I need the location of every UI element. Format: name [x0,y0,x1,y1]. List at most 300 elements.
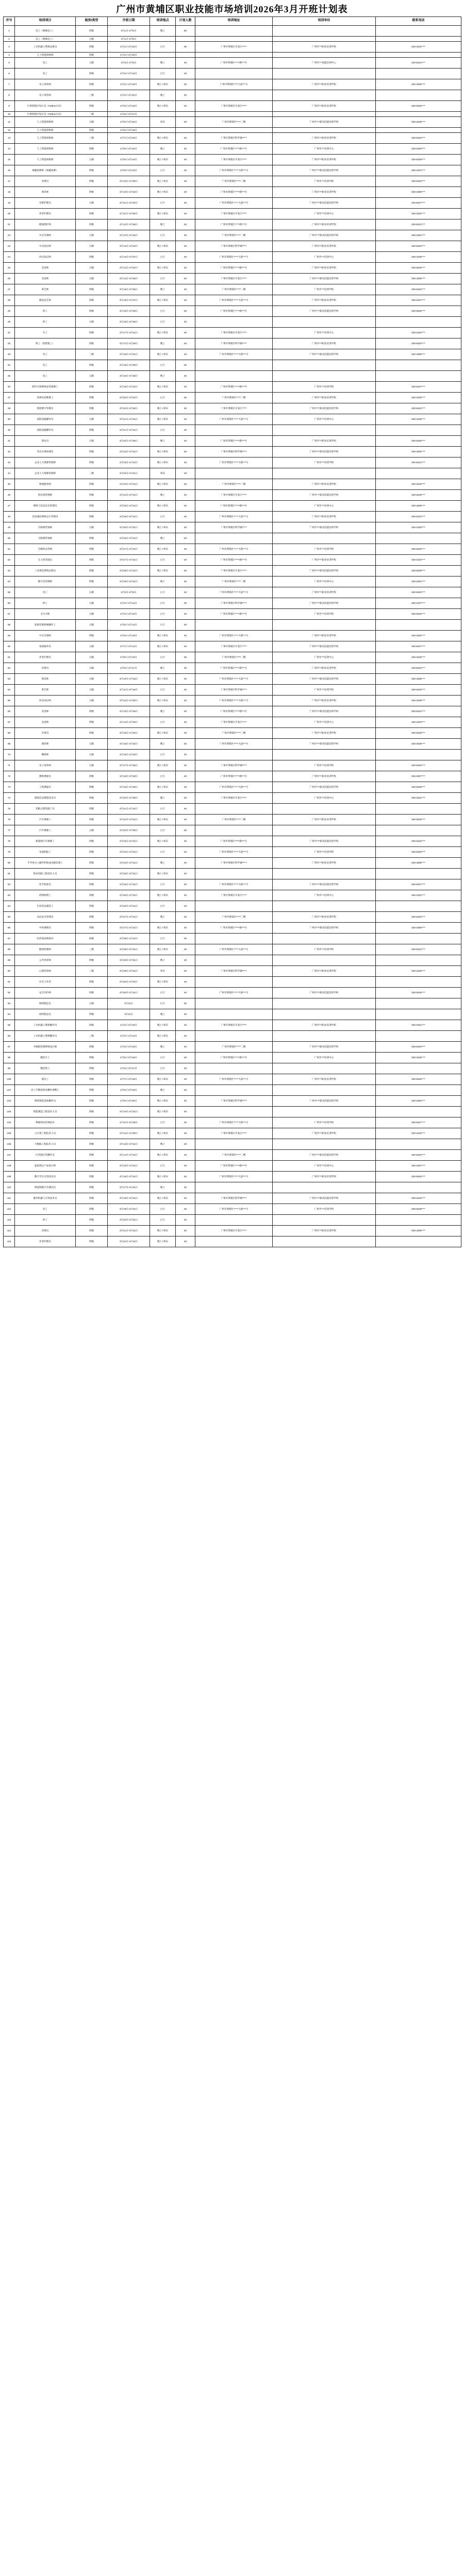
table-cell: 3月6日-3月27日 [108,1063,150,1074]
table-cell: 四级 [76,42,108,53]
table-cell: 3月30日-3月31日 [108,988,150,998]
table-cell: 40 [176,403,195,414]
table-cell: 40 [176,155,195,165]
table-cell: 115 [4,1236,15,1247]
table-cell: 四级 [76,934,108,944]
table-cell: 广州市黄埔区*****大街***号 [195,782,273,793]
table-cell: 四级 [76,1226,108,1236]
table-cell: 3月9日-3月17日 [108,663,150,674]
table-cell: 四级 [76,144,108,155]
table-row [4,53,461,58]
table-cell: 白天 [150,317,176,328]
table-cell: 020-8225**** [376,436,461,447]
table-cell: 区块链应用操作员 [15,1150,76,1161]
table-cell: 020-3220**** [376,522,461,533]
table-cell: 40 [176,934,195,944]
table-cell: 广州市黄埔区科学城***** [195,685,273,696]
table-cell [176,128,195,133]
table-cell: 65 [4,696,15,706]
table-cell: 16 [4,165,15,176]
table-cell: 食品安全管理员 [15,912,76,923]
table-cell [195,1031,273,1042]
table-cell: 64 [4,685,15,696]
table-cell: 晚上+周末 [150,1236,176,1247]
table-row [4,176,461,187]
table-cell: 工业机器人系统操作员 [15,1031,76,1042]
table-cell: 020-8222**** [376,663,461,674]
table-cell [376,1182,461,1193]
table-cell: 020-3224**** [376,209,461,219]
table-cell: 40 [176,274,195,284]
table-cell: 020-3206**** [376,501,461,512]
table-cell: 40 [176,198,195,209]
table-cell: 五级 [76,825,108,836]
table-cell [376,468,461,479]
table-cell: 广州市黄埔区*****大街***号 [195,349,273,360]
table-cell: 服务机器人应用技术员 [15,1193,76,1204]
table-row [4,641,461,652]
table-cell: 40 [176,284,195,295]
table-cell: 四级 [76,1053,108,1063]
table-cell: 人工智能训练师 [15,128,76,133]
table-cell: 广州市黄埔区*****路***号 [195,836,273,847]
table-cell: 供应链管理师 [15,490,76,501]
table-cell: 四级 [76,1020,108,1031]
table-cell: 广州市黄埔区科学城***** [195,1096,273,1107]
table-cell: 广州市黄埔区*****二楼 [195,912,273,923]
table-cell: 晚上+周末 [150,815,176,825]
table-row [4,836,461,847]
table-cell: 四级 [76,988,108,998]
table-cell: 四级 [76,101,108,112]
table-cell: 51 [4,544,15,555]
table-row [4,934,461,944]
table-cell [195,977,273,988]
table-cell: 3月3日-3月18日 [108,79,150,90]
table-cell: 30 [4,317,15,328]
table-row [4,317,461,328]
table-cell: 白天 [150,934,176,944]
table-cell: 晚上+周末 [150,295,176,306]
table-row [4,696,461,706]
table-cell: 企业人力资源管理师 [15,457,76,468]
table-cell: 18 [4,187,15,198]
table-cell: 广州市黄埔区开发区***** [195,1226,273,1236]
table-cell: 020-8229**** [376,782,461,793]
table-cell: 广州市***职业培训学校 [273,966,376,977]
table-row [4,447,461,457]
table-cell: 四级 [76,631,108,641]
table-cell [195,1182,273,1193]
table-cell: 020-8222**** [376,133,461,144]
table-cell: 79 [4,847,15,858]
table-row [4,1193,461,1204]
table-cell [273,1139,376,1150]
table-cell: 104 [4,1117,15,1128]
table-cell: 白天 [150,1161,176,1172]
table-cell: 四级 [76,393,108,403]
table-cell [195,1107,273,1117]
table-row [4,241,461,252]
table-row [4,37,461,42]
table-cell: 五级 [76,317,108,328]
table-cell: 020-3224**** [376,836,461,847]
table-cell: 3月11日-3月20日 [108,198,150,209]
table-cell: 40 [176,117,195,128]
table-cell: 美工（维修电工） [15,26,76,37]
table-cell: 三级 [76,112,108,117]
table-cell: 94 [4,1009,15,1020]
table-cell: 40 [176,750,195,760]
table-cell [195,37,273,42]
table-cell: 40 [176,490,195,501]
table-cell: 74 [4,793,15,804]
table-cell [273,425,376,436]
column-header: 计划人数 [176,17,195,26]
table-cell: 40 [176,209,195,219]
table-cell: 3月9日-3月30日 [108,1096,150,1107]
table-cell: 电工 [15,587,76,598]
table-cell: 3月20日-3月31日 [108,1215,150,1226]
table-cell: 40 [176,425,195,436]
table-cell: 工业机器人系统操作员 [15,1020,76,1031]
table-cell [376,317,461,328]
table-cell: 周末 [150,468,176,479]
table-cell: 15 [4,155,15,165]
table-cell: 广州市***职业培训学校 [273,771,376,782]
table-cell: 广州市***职业技能培训学校 [273,490,376,501]
table-row [4,1150,461,1161]
table-cell: 四级 [76,706,108,717]
table-cell: 020-8221**** [376,457,461,468]
table-cell: 焊工 [15,598,76,609]
table-cell: 晚上 [150,663,176,674]
table-cell [195,112,273,117]
table-cell: 40 [176,501,195,512]
table-cell: 广州市黄埔区*****二楼 [195,577,273,587]
table-row [4,1226,461,1236]
table-cell: 47 [4,501,15,512]
table-cell: 107 [4,1150,15,1161]
table-cell: 白天 [150,425,176,436]
table-cell: 养老护理员 [15,1236,76,1247]
table-cell: 四级 [76,479,108,490]
table-cell: 020-8227**** [376,879,461,890]
table-cell: 40 [176,1215,195,1226]
table-cell: 四级 [76,869,108,879]
table-cell: 020-8221**** [376,219,461,230]
table-cell: 广州市黄埔区科学城***** [195,241,273,252]
table-cell: 3月12日-3月26日 [108,219,150,230]
table-cell: 中药调剂员 [15,923,76,934]
table-cell: 白天 [150,165,176,176]
table-cell: 广州市黄埔区*****大道***号 [195,414,273,425]
table-cell: 五级 [76,198,108,209]
table-row [4,133,461,144]
table-cell: 3月13日-3月27日 [108,252,150,263]
table-row [4,1236,461,1247]
table-cell [376,128,461,133]
table-cell [376,1085,461,1096]
table-row [4,782,461,793]
table-cell: 四级 [76,295,108,306]
table-cell: 020-3207**** [376,771,461,782]
table-row [4,566,461,577]
table-cell: 心理咨询师 [15,966,76,977]
table-cell: 钳工（装配钳工） [15,338,76,349]
table-cell: 40 [176,890,195,901]
table-cell: 3月17日-3月29日 [108,338,150,349]
table-cell: 40 [176,468,195,479]
table-cell: 3月21日-3月31日 [108,414,150,425]
table-cell: 广州市***培训学校 [273,457,376,468]
table-row [4,1182,461,1193]
table-cell: 消防设施操作员 [15,425,76,436]
table-cell: 计算机程序设计员（Python方向） [15,112,76,117]
table-cell: 数控车工 [15,1053,76,1063]
table-cell: 广州市黄埔区开发区***** [195,209,273,219]
table-row [4,901,461,912]
table-cell: 020-8220**** [376,587,461,598]
table-cell: 网约配送员 [15,1009,76,1020]
table-cell: 3月8日-3月16日 [108,652,150,663]
table-cell: 白天 [150,1063,176,1074]
table-cell: 3月4日-3月22日 [108,90,150,101]
table-row [4,1063,461,1074]
table-cell: 晚上+周末 [150,414,176,425]
table-cell: 3月13日-3月31日 [108,1139,150,1150]
table-cell: 3月28日-3月31日 [108,944,150,955]
table-cell: 70 [4,750,15,760]
table-cell [273,1031,376,1042]
table-cell: 晚上+周末 [150,728,176,739]
table-cell: 四级 [76,53,108,58]
table-cell: 评茶员 [15,728,76,739]
table-cell: 五级 [76,241,108,252]
table-cell: 四级 [76,977,108,988]
table-cell: 美发师 [15,274,76,284]
table-cell: 89 [4,955,15,966]
table-cell: 电工 [15,69,76,79]
table-cell: 四级 [76,176,108,187]
table-cell: 广州市***职业技能培训学校 [273,274,376,284]
table-cell: 白天 [150,252,176,263]
table-cell: 物流服务师 [15,479,76,490]
table-cell: 白天 [150,555,176,566]
table-cell: 3月28日-3月31日 [108,566,150,577]
table-cell: 智能制造工程技术人员 [15,1107,76,1117]
table-cell: 3月24日-3月31日 [108,858,150,869]
table-cell: 40 [176,577,195,587]
table-cell: 3月15日-3月27日 [108,295,150,306]
table-cell: 广州市***培训学校 [273,1117,376,1128]
table-cell: 茶艺师 [15,284,76,295]
table-cell: 网约配送员 [15,998,76,1009]
table-cell: 93 [4,998,15,1009]
table-cell: 广州市***培训中心 [273,144,376,155]
table-cell: 3月7日-3月28日 [108,133,150,144]
table-cell: 2 [4,37,15,42]
table-cell: 3月25日-3月31日 [108,869,150,879]
table-cell: 四级 [76,252,108,263]
table-cell: 广州市***职业培训学校 [273,1020,376,1031]
table-cell: 焊工 [15,317,76,328]
table-cell: 五级 [76,37,108,42]
table-cell: 广州市黄埔区*****大街***号 [195,1204,273,1215]
table-cell: 广州市黄埔区*****二楼 [195,479,273,490]
table-cell: 广州市黄埔区科学城***** [195,522,273,533]
table-cell [376,977,461,988]
table-cell: 3月22日-3月30日 [108,825,150,836]
table-cell [176,53,195,58]
table-cell: 电梯安装维修工 [15,393,76,403]
table-cell [195,468,273,479]
table-cell: 020-3207**** [376,1161,461,1172]
table-cell: 保育师 [15,674,76,685]
table-cell: 四级 [76,360,108,371]
table-cell: 广州市***职业培训学校 [273,728,376,739]
table-cell: 3月2日-3月9日 [108,58,150,69]
table-cell: 广州市黄埔区开发区***** [195,717,273,728]
table-cell [195,90,273,101]
table-cell: 四级 [76,533,108,544]
table-cell: 广州市***培训学校 [273,1204,376,1215]
table-cell [376,1215,461,1226]
table-cell: 020-3226**** [376,252,461,263]
table-cell: 40 [176,295,195,306]
table-cell [273,934,376,944]
table-cell: 广州市***职业培训学校 [273,479,376,490]
table-cell: 100 [4,1074,15,1085]
table-cell: 3月12日-3月22日 [108,230,150,241]
table-cell: 3月18日-3月28日 [108,771,150,782]
table-cell: 广州市***职业培训学校 [273,555,376,566]
table-cell: 40 [176,1161,195,1172]
table-cell: 40 [176,457,195,468]
table-cell [195,901,273,912]
table-cell: 晚上+周末 [150,923,176,934]
table-cell: 五级 [76,760,108,771]
table-cell: 广州市***职业技能培训学校 [273,879,376,890]
table-cell: 3月22日-3月31日 [108,815,150,825]
table-cell: 广州市黄埔区*****二楼 [195,284,273,295]
table-cell: 3月31日 [108,1009,150,1020]
table-cell: 四级 [76,1096,108,1107]
table-cell: 工业机器人系统运维员 [15,42,76,53]
table-cell: 晚上+周末 [150,782,176,793]
table-cell: 40 [176,1204,195,1215]
table-cell: 广州市***培训学校 [273,544,376,555]
table-cell: 112 [4,1204,15,1215]
table-cell: 育婴员 [15,176,76,187]
table-cell: 广州市黄埔区开发区***** [195,274,273,284]
table-cell: 3月21日-3月31日 [108,425,150,436]
table-cell: 广州市***培训中心 [273,1161,376,1172]
table-row [4,42,461,53]
table-cell: 97 [4,1042,15,1053]
table-cell: 晚上+周末 [150,1107,176,1117]
table-cell: 广州市***培训中心 [273,252,376,263]
table-cell: 83 [4,890,15,901]
table-cell: 广州市***职业培训学校 [273,155,376,165]
table-cell: 四级 [76,544,108,555]
table-cell: 四级 [76,1182,108,1193]
table-cell: 3月21日-3月31日 [108,1226,150,1236]
table-cell: 广州市***职业技能培训学校 [273,782,376,793]
table-cell: 66 [4,706,15,717]
table-cell: 广州市黄埔区*****路***号 [195,501,273,512]
table-cell: 大数据工程技术人员 [15,1139,76,1150]
table-cell [376,69,461,79]
table-cell: 人工智能训练师 [15,144,76,155]
table-cell: 广州市***职业培训学校 [273,815,376,825]
table-cell [195,1085,273,1096]
table-cell: 87 [4,934,15,944]
table-cell: 广州市黄埔区*****二楼 [195,652,273,663]
table-cell [195,1215,273,1226]
table-cell: 40 [176,479,195,490]
table-cell: 调饮师 [15,739,76,750]
table-cell: 广州市***职业培训学校 [273,338,376,349]
table-cell: 40 [176,101,195,112]
table-cell: 109 [4,1172,15,1182]
table-cell: 60 [4,641,15,652]
table-cell: 广州市黄埔区*****路***号 [195,382,273,393]
table-cell: 白天 [150,879,176,890]
table-cell: 020-3221**** [376,793,461,804]
table-cell: 叉车司机 [15,609,76,620]
table-cell: 23 [4,241,15,252]
table-cell: 晚上 [150,706,176,717]
table-cell: 广州市***职业技能培训学校 [273,566,376,577]
table-cell: 广州市黄埔区*****路***号 [195,306,273,317]
table-cell: 广州市***职业培训学校 [273,696,376,706]
table-cell: 晚上 [150,90,176,101]
table-cell [273,869,376,879]
table-cell: 晚上+周末 [150,457,176,468]
table-cell [376,804,461,815]
table-cell: 86 [4,923,15,934]
table-cell: 晚上+周末 [150,1128,176,1139]
table-cell: 广州市***职业技能培训学校 [273,598,376,609]
table-cell: 插花花艺师 [15,295,76,306]
table-row [4,230,461,241]
table-cell [273,26,376,37]
table-cell: 020-3201**** [376,1020,461,1031]
table-cell: 020-3209**** [376,349,461,360]
table-cell: 020-8229**** [376,490,461,501]
table-cell: 91 [4,977,15,988]
table-cell: 白天 [150,620,176,631]
table-cell: 白天 [150,1117,176,1128]
table-cell: 四级 [76,187,108,198]
table-cell: 家政服务员 [15,641,76,652]
table-row [4,955,461,966]
table-cell: 四级 [76,306,108,317]
table-cell: 广州市***职业培训学校 [273,858,376,869]
table-cell: 40 [176,1042,195,1053]
table-cell: 广州市黄埔区*****路***号 [195,263,273,274]
table-cell: 广州市黄埔区*****二楼 [195,230,273,241]
table-cell: 广州市***职业培训学校 [273,219,376,230]
table-cell [376,1063,461,1074]
table-row [4,988,461,998]
table-cell: 3月8日-3月29日 [108,1085,150,1096]
table-cell: 40 [176,328,195,338]
table-row [4,620,461,631]
table-cell: 电工 [15,58,76,69]
table-cell: 020-8220**** [376,1150,461,1161]
